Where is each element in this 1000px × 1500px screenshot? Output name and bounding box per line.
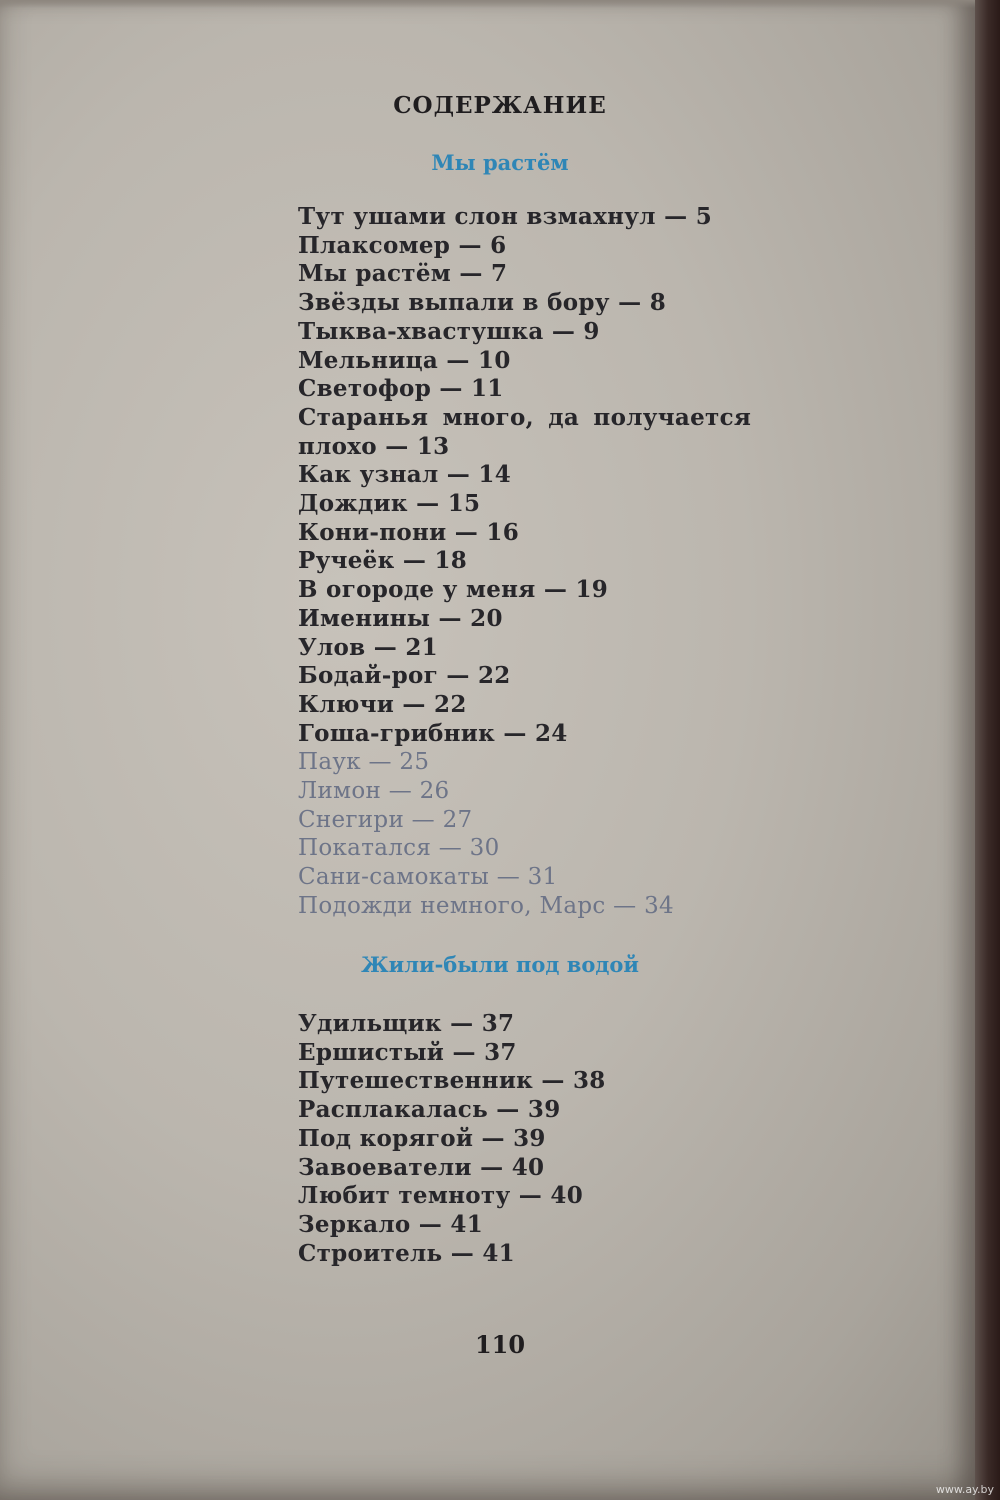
toc-entry: Путешественник — 38 <box>298 1067 606 1095</box>
toc-entry: Плаксомер — 6 <box>298 231 507 259</box>
toc-entry: Снегири — 27 <box>298 806 473 833</box>
toc-entry: Тыква-хвастушка — 9 <box>298 317 600 345</box>
site-watermark: www.ay.by <box>935 1483 994 1496</box>
section-heading-2: Жили-были под водой <box>361 952 639 977</box>
toc-entry: Любит темноту — 40 <box>298 1182 584 1210</box>
toc-entry: Зеркало — 41 <box>298 1210 483 1238</box>
toc-entry: Бодай-рог — 22 <box>298 662 511 690</box>
toc-entry: Завоеватели — 40 <box>298 1153 545 1181</box>
toc-entry: Как узнал — 14 <box>298 461 512 489</box>
toc-entry: Мельница — 10 <box>298 346 511 374</box>
toc-entry: Под корягой — 39 <box>298 1124 546 1152</box>
toc-entry: Кони-пони — 16 <box>298 518 519 546</box>
page-top-edge <box>0 0 975 8</box>
toc-entry: Паук — 25 <box>298 749 430 776</box>
toc-entry: Покатался — 30 <box>298 835 500 862</box>
toc-entry: Тут ушами слон взмахнул — 5 <box>298 203 713 230</box>
page-title: СОДЕРЖАНИЕ <box>393 92 607 119</box>
toc-entry: Именины — 20 <box>298 604 503 632</box>
toc-entry: Гоша-грибник — 24 <box>298 719 568 747</box>
toc-entry: Звёзды выпали в бору — 8 <box>298 289 667 317</box>
toc-entry: Удильщик — 37 <box>298 1010 515 1037</box>
toc-entry: Ключи — 22 <box>298 690 467 718</box>
toc-entry: Строитель — 41 <box>298 1239 515 1267</box>
toc-entry: Лимон — 26 <box>298 778 450 805</box>
toc-entry: В огороде у меня — 19 <box>298 576 609 604</box>
toc-entry: Старанья много, да получается <box>298 403 752 431</box>
toc-entry: Расплакалась — 39 <box>298 1096 561 1124</box>
toc-entry: Улов — 21 <box>298 633 438 661</box>
toc-list-section-1 <box>298 203 751 921</box>
page-number: 110 <box>474 1330 526 1359</box>
toc-entry: Светофор — 11 <box>298 375 504 403</box>
toc-entry: Ручеёк — 18 <box>298 547 468 575</box>
toc-entry: Мы растём — 7 <box>298 260 508 288</box>
toc-entry: Сани-самокаты — 31 <box>298 864 558 891</box>
toc-list-section-2 <box>298 1010 606 1268</box>
toc-entry-continuation: плохо — 13 <box>298 432 450 460</box>
section-heading-1: Мы растём <box>431 150 569 175</box>
toc-entry: Подожди немного, Марс — 34 <box>298 892 674 919</box>
toc-entry: Дождик — 15 <box>298 490 481 518</box>
toc-entry: Ершистый — 37 <box>298 1038 517 1066</box>
